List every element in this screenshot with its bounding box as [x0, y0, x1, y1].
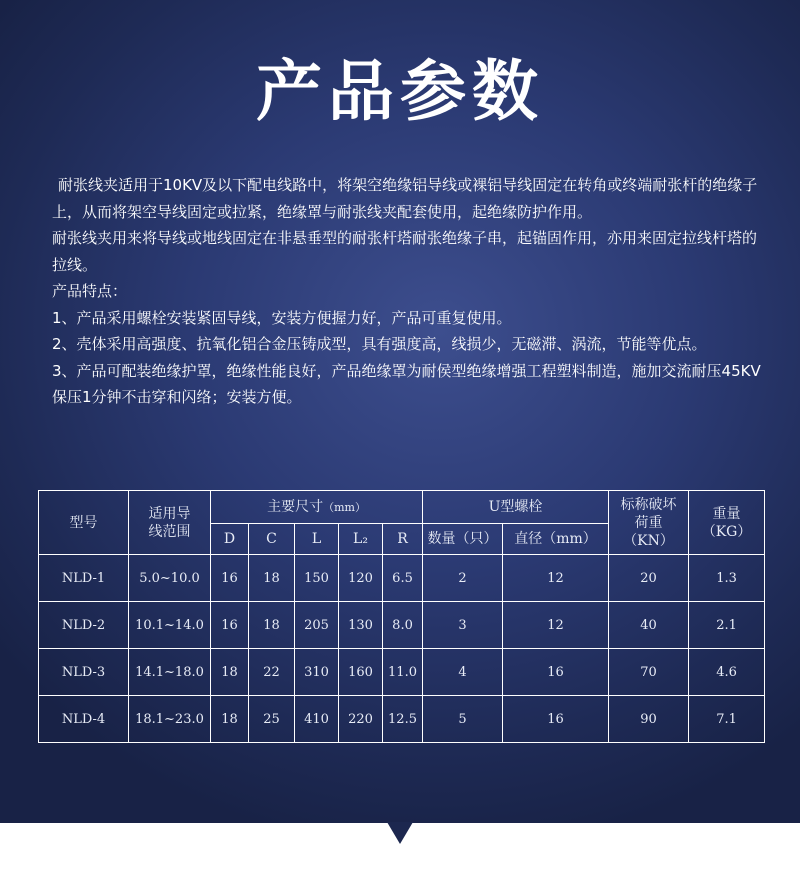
header-l2: L₂	[339, 524, 383, 555]
cell-d: 16	[211, 602, 249, 649]
feature-item: 1、产品采用螺栓安装紧固导线，安装方便握力好，产品可重复使用。	[52, 308, 512, 327]
cell-diameter: 12	[503, 602, 609, 649]
header-main-size-unit: （mm）	[323, 500, 366, 514]
cell-l2: 130	[339, 602, 383, 649]
table-row	[39, 602, 765, 649]
down-arrow-notch-icon	[387, 822, 413, 844]
cell-load: 70	[609, 649, 689, 696]
cell-l2: 160	[339, 649, 383, 696]
cell-c: 18	[249, 602, 295, 649]
cell-model: NLD-4	[39, 696, 129, 743]
cell-l: 410	[295, 696, 339, 743]
cell-wire: 14.1~18.0	[129, 649, 211, 696]
header-model: 型号	[39, 491, 129, 555]
cell-c: 25	[249, 696, 295, 743]
product-description	[52, 172, 762, 411]
cell-load: 40	[609, 602, 689, 649]
cell-weight: 7.1	[689, 696, 765, 743]
header-main-size-label: 主要尺寸	[267, 498, 324, 515]
cell-diameter: 16	[503, 649, 609, 696]
cell-d: 18	[211, 649, 249, 696]
table-row	[39, 555, 765, 602]
cell-model: NLD-3	[39, 649, 129, 696]
cell-wire: 5.0~10.0	[129, 555, 211, 602]
cell-d: 16	[211, 555, 249, 602]
cell-wire: 18.1~23.0	[129, 696, 211, 743]
cell-weight: 2.1	[689, 602, 765, 649]
table-row	[39, 649, 765, 696]
cell-load: 90	[609, 696, 689, 743]
header-diameter: 直径（mm）	[503, 524, 609, 555]
header-qty: 数量（只）	[423, 524, 503, 555]
cell-diameter: 12	[503, 555, 609, 602]
header-breaking-load: 标称破坏荷重（KN）	[609, 491, 689, 555]
header-r: R	[383, 524, 423, 555]
header-weight: 重量（KG）	[689, 491, 765, 555]
cell-diameter: 16	[503, 696, 609, 743]
cell-d: 18	[211, 696, 249, 743]
features-heading: 产品特点：	[52, 282, 128, 300]
cell-qty: 4	[423, 649, 503, 696]
cell-l: 310	[295, 649, 339, 696]
description-paragraph: 耐张线夹用来将导线或地线固定在非悬垂型的耐张杆塔耐张绝缘子串，起锚固作用，亦用来固定拉线杆塔的拉线。	[52, 229, 758, 274]
header-d: D	[211, 524, 249, 555]
header-l: L	[295, 524, 339, 555]
cell-l2: 220	[339, 696, 383, 743]
page-title: 产品参数	[256, 53, 544, 130]
cell-qty: 5	[423, 696, 503, 743]
header-main-size	[211, 491, 423, 524]
cell-weight: 4.6	[689, 649, 765, 696]
cell-c: 18	[249, 555, 295, 602]
cell-qty: 3	[423, 602, 503, 649]
feature-item: 2、壳体采用高强度、抗氧化铝合金压铸成型，具有强度高，线损少，无磁滞、涡流，节能等优点。	[52, 335, 707, 353]
table-row	[39, 696, 765, 743]
cell-r: 8.0	[383, 602, 423, 649]
cell-load: 20	[609, 555, 689, 602]
cell-model: NLD-1	[39, 555, 129, 602]
header-wire-range: 适用导线范围	[129, 491, 211, 555]
feature-item: 3、产品可配装绝缘护罩，绝缘性能良好，产品绝缘罩为耐侯型绝缘增强工程塑料制造，施加交流耐压45KV保压1分钟不击穿和闪络；安装方便。	[52, 361, 761, 406]
cell-model: NLD-2	[39, 602, 129, 649]
cell-wire: 10.1~14.0	[129, 602, 211, 649]
cell-r: 11.0	[383, 649, 423, 696]
header-u-bolt: U型螺栓	[423, 491, 609, 524]
cell-l2: 120	[339, 555, 383, 602]
cell-c: 22	[249, 649, 295, 696]
cell-l: 150	[295, 555, 339, 602]
cell-weight: 1.3	[689, 555, 765, 602]
cell-r: 6.5	[383, 555, 423, 602]
cell-r: 12.5	[383, 696, 423, 743]
parameter-table	[38, 490, 765, 743]
header-c: C	[249, 524, 295, 555]
description-paragraph: 耐张线夹适用于10KV及以下配电线路中，将架空绝缘铝导线或裸铝导线固定在转角或终端耐张杆的绝缘子上，从而将架空导线固定或拉紧，绝缘罩与耐张线夹配套使用，起绝缘防护作用。	[52, 176, 758, 221]
cell-l: 205	[295, 602, 339, 649]
cell-qty: 2	[423, 555, 503, 602]
